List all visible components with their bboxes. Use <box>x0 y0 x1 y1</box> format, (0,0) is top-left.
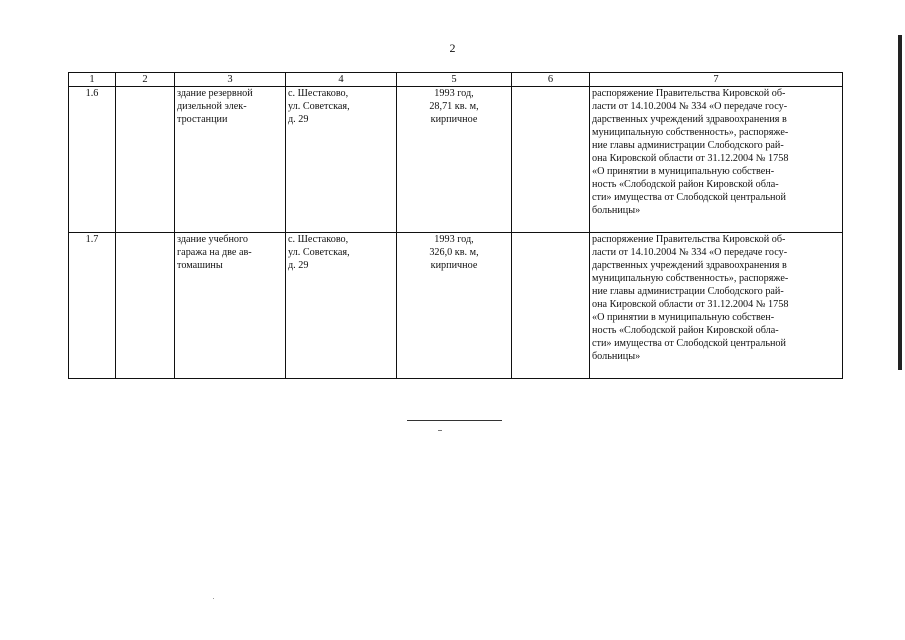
text-line: ность «Слободской район Кировской обла- <box>592 179 779 190</box>
table-row <box>69 233 843 379</box>
text-line: кирпичное <box>430 114 478 125</box>
text-line: 1993 год, <box>434 234 474 245</box>
row-number: 1.7 <box>69 233 116 379</box>
object-name <box>175 233 286 379</box>
row-col2 <box>116 87 175 233</box>
text-line: с. Шестаково, <box>288 88 349 99</box>
object-details <box>397 87 512 233</box>
legal-basis <box>590 233 843 379</box>
text-line: кирпичное <box>430 260 478 271</box>
text-line: ласти от 14.10.2004 № 334 «О передаче госу- <box>592 101 788 112</box>
text-line: д. 29 <box>288 260 309 271</box>
object-address <box>286 87 397 233</box>
text-line: ул. Советская, <box>288 247 350 258</box>
scan-speck <box>213 598 214 599</box>
table-row <box>69 87 843 233</box>
text-line: ние главы администрации Слободского рай- <box>592 140 784 151</box>
text-line: она Кировской области от 31.12.2004 № 1758 <box>592 153 789 164</box>
end-rule-mark <box>438 430 442 431</box>
text-line: больницы» <box>592 205 641 216</box>
text-line: муниципальную собственность», распоряже- <box>592 273 789 284</box>
column-header-3: 3 <box>175 73 286 87</box>
text-line: д. 29 <box>288 114 309 125</box>
text-line: тростанции <box>177 114 228 125</box>
page-number: 2 <box>449 41 456 55</box>
object-details <box>397 233 512 379</box>
row-number: 1.6 <box>69 87 116 233</box>
column-header-6: 6 <box>512 73 590 87</box>
text-line: томашины <box>177 260 223 271</box>
text-line: муниципальную собственность», распоряже- <box>592 127 789 138</box>
column-header-2: 2 <box>116 73 175 87</box>
text-line: здание резервной <box>177 88 253 99</box>
text-line: дизельной элек- <box>177 101 247 112</box>
column-header-1: 1 <box>69 73 116 87</box>
column-header-7: 7 <box>590 73 843 87</box>
header-row <box>69 73 843 87</box>
end-of-document-rule <box>407 420 502 421</box>
legal-basis <box>590 87 843 233</box>
text-line: больницы» <box>592 351 641 362</box>
column-header-5: 5 <box>397 73 512 87</box>
text-line: она Кировской области от 31.12.2004 № 1758 <box>592 299 789 310</box>
text-line: с. Шестаково, <box>288 234 349 245</box>
row-col6 <box>512 87 590 233</box>
text-line: распоряжение Правительства Кировской об- <box>592 88 786 99</box>
scan-edge-bar <box>898 35 902 370</box>
text-line: гаража на две ав- <box>177 247 252 258</box>
text-line: дарственных учреждений здравоохранения в <box>592 114 787 125</box>
text-line: дарственных учреждений здравоохранения в <box>592 260 787 271</box>
text-line: ность «Слободской район Кировской обла- <box>592 325 779 336</box>
text-line: сти» имущества от Слободской центральной <box>592 192 786 203</box>
text-line: ул. Советская, <box>288 101 350 112</box>
column-header-4: 4 <box>286 73 397 87</box>
text-line: ние главы администрации Слободского рай- <box>592 286 784 297</box>
object-name <box>175 87 286 233</box>
text-line: сти» имущества от Слободской центральной <box>592 338 786 349</box>
text-line: «О принятии в муниципальную собствен- <box>592 166 775 177</box>
row-col6 <box>512 233 590 379</box>
object-address <box>286 233 397 379</box>
text-line: «О принятии в муниципальную собствен- <box>592 312 775 323</box>
row-col2 <box>116 233 175 379</box>
text-line: распоряжение Правительства Кировской об- <box>592 234 786 245</box>
property-registry-table <box>68 72 843 379</box>
text-line: 1993 год, <box>434 88 474 99</box>
text-line: ласти от 14.10.2004 № 334 «О передаче госу- <box>592 247 788 258</box>
text-line: здание учебного <box>177 234 249 245</box>
text-line: 326,0 кв. м, <box>429 247 479 258</box>
text-line: 28,71 кв. м, <box>429 101 479 112</box>
